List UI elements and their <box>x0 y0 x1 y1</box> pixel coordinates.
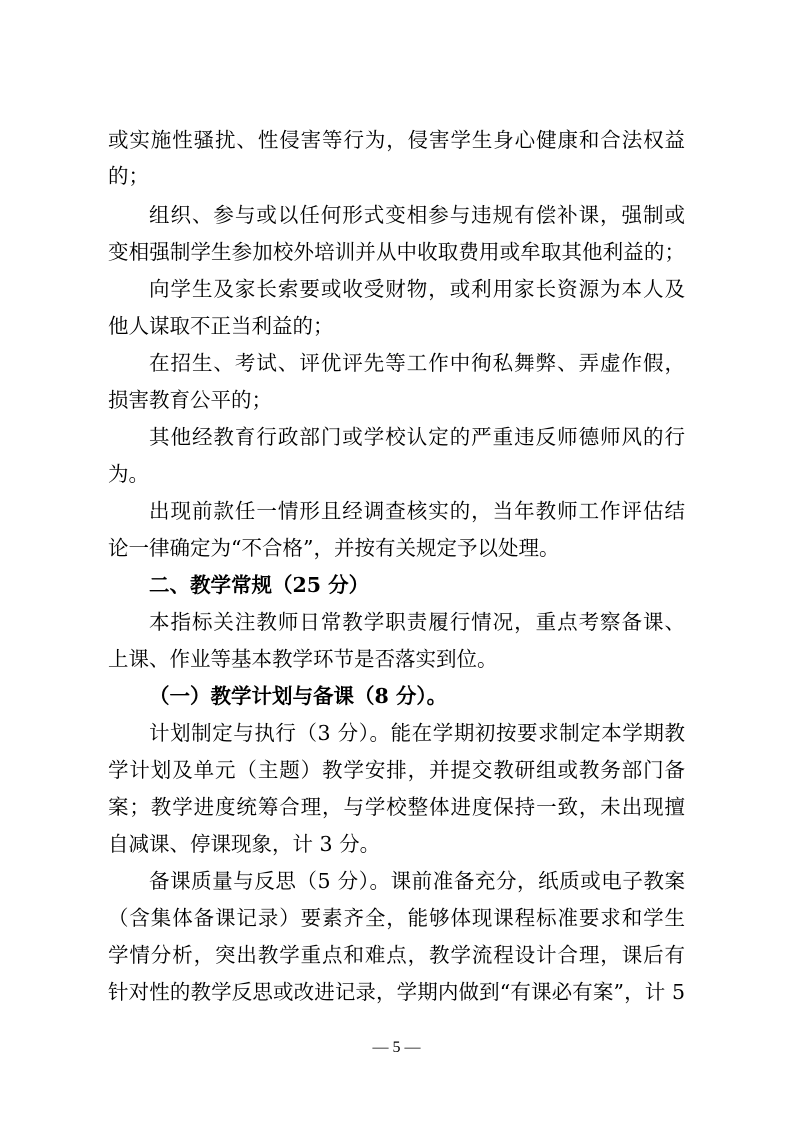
page-number: — 5 — <box>372 1039 421 1056</box>
subsection-heading: （一）教学计划与备课（8 分）。 <box>149 684 448 708</box>
body-text-line: 他人谋取不正当利益的； <box>108 314 334 338</box>
body-text-line: 的； <box>108 164 149 188</box>
body-text-line: 在招生、考试、评优评先等工作中徇私舞弊、弄虚作假， <box>149 351 685 375</box>
body-text-line: 本指标关注教师日常教学职责履行情况，重点考察备课、 <box>149 610 685 634</box>
section-heading: 二、教学常规（25 分） <box>149 573 370 597</box>
body-text-line: 学情分析，突出教学重点和难点，教学流程设计合理，课后有 <box>108 943 685 967</box>
body-text-line: 自减课、停课现象，计 3 分。 <box>108 832 381 856</box>
body-text-line: 案；教学进度统筹合理，与学校整体进度保持一致，未出现擅 <box>108 795 685 819</box>
body-text-line: 为。 <box>108 462 149 486</box>
body-text-line: 论一律确定为“不合格”，并按有关规定予以处理。 <box>108 536 560 560</box>
body-text-line: 变相强制学生参加校外培训并从中收取费用或牟取其他利益的； <box>108 240 685 264</box>
body-text-line: 出现前款任一情形且经调查核实的，当年教师工作评估结 <box>149 499 685 523</box>
body-text-line: 计划制定与执行（3 分）。能在学期初按要求制定本学期教 <box>149 721 685 745</box>
body-text-line: 学计划及单元（主题）教学安排，并提交教研组或教务部门备 <box>108 758 685 782</box>
body-text-line: （含集体备课记录）要素齐全，能够体现课程标准要求和学生 <box>108 906 685 930</box>
body-text-line: 组织、参与或以任何形式变相参与违规有偿补课，强制或 <box>149 203 685 227</box>
body-text-line: 备课质量与反思（5 分）。课前准备充分，纸质或电子教案 <box>149 869 685 893</box>
body-text-line: 上课、作业等基本教学环节是否落实到位。 <box>108 647 498 671</box>
body-text-line: 损害教育公平的； <box>108 388 272 412</box>
body-text-line: 或实施性骚扰、性侵害等行为，侵害学生身心健康和合法权益 <box>108 128 685 152</box>
body-text-line: 向学生及家长索要或收受财物，或利用家长资源为本人及 <box>149 277 685 301</box>
body-text-line: 针对性的教学反思或改进记录，学期内做到“有课必有案”，计 5 <box>108 980 685 1004</box>
body-text-line: 其他经教育行政部门或学校认定的严重违反师德师风的行 <box>149 425 685 449</box>
